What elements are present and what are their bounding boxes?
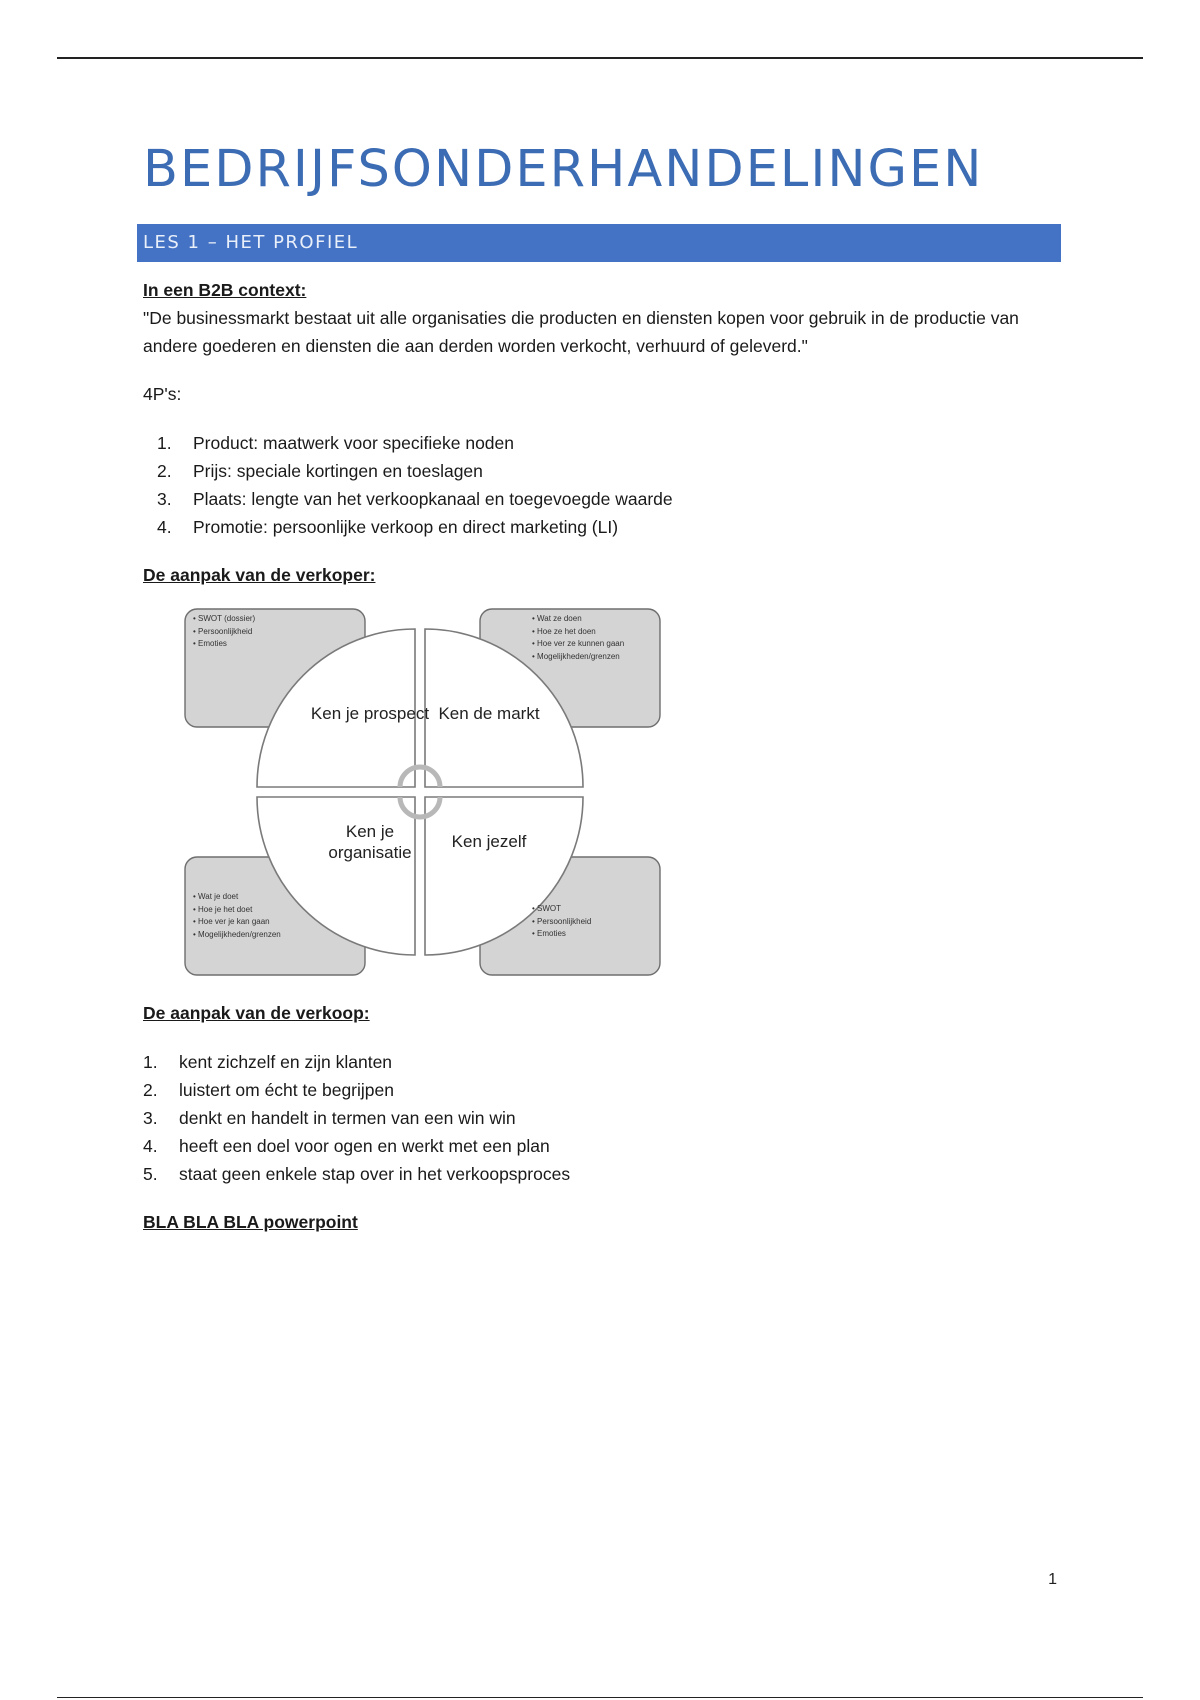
verkoop-list — [143, 1048, 1063, 1188]
b2b-quote: "De businessmarkt bestaat uit alle organisaties die producten en diensten kopen voor gebruik in de productie van andere goederen en diensten die aan derden worden verkocht, verhuurd of geleverd." — [143, 308, 1019, 356]
list-item: 2. luistert om écht te begrijpen — [143, 1080, 394, 1100]
list-item: 3. denkt en handelt in termen van een win win — [143, 1108, 516, 1128]
list-item: 2. Prijs: speciale kortingen en toeslagen — [157, 461, 483, 481]
box-list-top-right: • Wat ze doen • Hoe ze het doen • Hoe ver ze kunnen gaan • Mogelijkheden/grenzen — [532, 613, 624, 663]
seller-approach-diagram — [180, 603, 680, 983]
document-body — [143, 276, 1063, 1236]
list-item: 1. Product: maatwerk voor specifieke noden — [157, 433, 514, 453]
cycle-arrows-icon — [400, 767, 440, 817]
quadrant-label-prospect: Ken je prospect — [310, 704, 430, 723]
powerpoint-heading: BLA BLA BLA powerpoint — [143, 1212, 358, 1232]
verkoop-heading: De aanpak van de verkoop: — [143, 1003, 370, 1023]
section-heading-bar: LES 1 – HET PROFIEL — [137, 224, 1061, 262]
list-item: 3. Plaats: lengte van het verkoopkanaal en toegevoegde waarde — [157, 489, 673, 509]
top-rule — [57, 57, 1143, 59]
box-list-bottom-left: • Wat je doet • Hoe je het doet • Hoe ver je kan gaan • Mogelijkheden/grenzen — [193, 891, 281, 941]
list-item: 5. staat geen enkele stap over in het verkoopsproces — [143, 1164, 571, 1184]
four-ps-list — [143, 429, 1063, 541]
quadrant-label-organisatie: Ken je organisatie — [328, 822, 412, 862]
list-item: 4. Promotie: persoonlijke verkoop en direct marketing (LI) — [157, 517, 619, 537]
four-ps-label: 4P's: — [143, 384, 182, 404]
document-title: BEDRIJFSONDERHANDELINGEN — [143, 140, 984, 199]
list-item: 1. kent zichzelf en zijn klanten — [143, 1052, 393, 1072]
verkoper-heading: De aanpak van de verkoper: — [143, 565, 376, 585]
quadrant-label-markt: Ken de markt — [438, 704, 540, 723]
quadrant-label-jezelf: Ken jezelf — [451, 832, 527, 851]
page-number: 1 — [1048, 1571, 1057, 1588]
b2b-heading: In een B2B context: — [143, 280, 307, 300]
page-content — [143, 140, 1063, 1232]
list-item: 4. heeft een doel voor ogen en werkt met een plan — [143, 1136, 550, 1156]
box-list-top-left: • SWOT (dossier) • Persoonlijkheid • Emoties — [193, 613, 255, 651]
bottom-rule — [57, 1697, 1143, 1698]
box-list-bottom-right: • SWOT • Persoonlijkheid • Emoties — [532, 903, 591, 941]
